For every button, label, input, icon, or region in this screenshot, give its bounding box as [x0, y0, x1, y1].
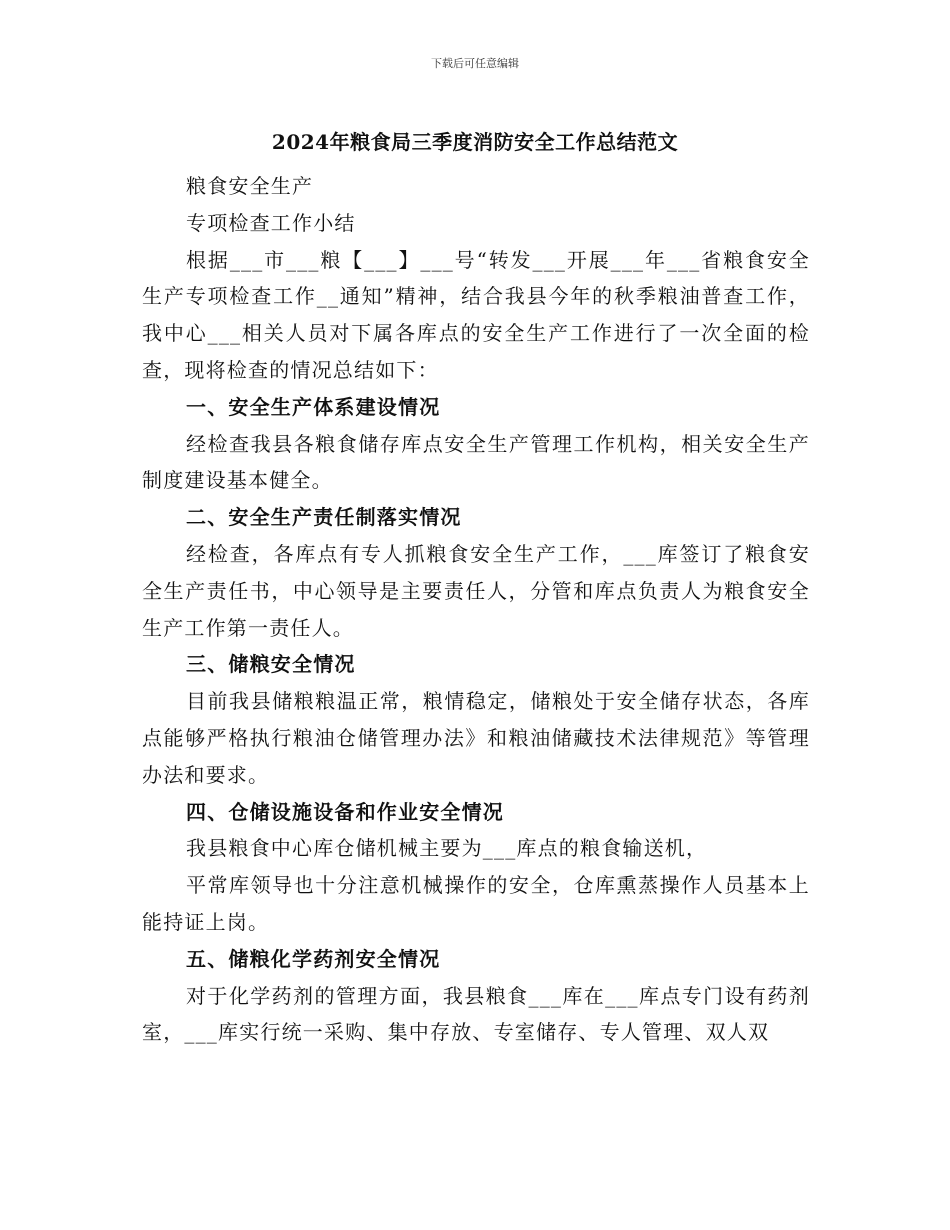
document-title: 2024年粮食局三季度消防安全工作总结范文	[271, 130, 679, 154]
paragraph: 经检查我县各粮食储存库点安全生产管理工作机构，相关安全生产制度建设基本健全。	[142, 431, 810, 493]
document-body	[142, 168, 810, 1051]
paragraph: 目前我县储粮粮温正常，粮情稳定，储粮处于安全储存状态，各库点能够严格执行粮油仓储管理办法》和粮油储藏技术法律规范》等管理办法和要求。	[142, 689, 810, 787]
section-heading: 四、仓储设施设备和作业安全情况	[186, 799, 504, 824]
paragraph: 经检查，各库点有专人抓粮食安全生产工作，___库签订了粮食安全生产责任书，中心领导是主要责任人，分管和库点负责人为粮食安全生产工作第一责任人。	[142, 541, 810, 640]
paragraph: 根据___市___粮【___】___号“转发___开展___年___省粮食安全生产专项检查工作__通知”精神，结合我县今年的秋季粮油普查工作，我中心___相关人员对下属各库点的安全生产工作进行了一次全面的检查，现将检查的情况总结如下：	[142, 247, 810, 382]
paragraph: 对于化学药剂的管理方面，我县粮食___库在___库点专门设有药剂室，___库实行统一采购、集中存放、专室储存、专人管理、双人双	[142, 983, 810, 1045]
section-heading: 五、储粮化学药剂安全情况	[186, 946, 441, 971]
section-heading: 三、储粮安全情况	[186, 652, 356, 677]
section-heading: 二、安全生产责任制落实情况	[186, 505, 462, 530]
paragraph: 我县粮食中心库仓储机械主要为___库点的粮食输送机，	[186, 836, 708, 861]
paragraph: 专项检查工作小结	[186, 210, 356, 235]
paragraph: 粮食安全生产	[186, 174, 314, 198]
section-heading: 一、安全生产体系建设情况	[186, 394, 441, 419]
paragraph: 平常库领导也十分注意机械操作的安全，仓库熏蒸操作人员基本上能持证上岗。	[142, 873, 810, 934]
header-note: 下载后可任意编辑	[431, 57, 519, 70]
